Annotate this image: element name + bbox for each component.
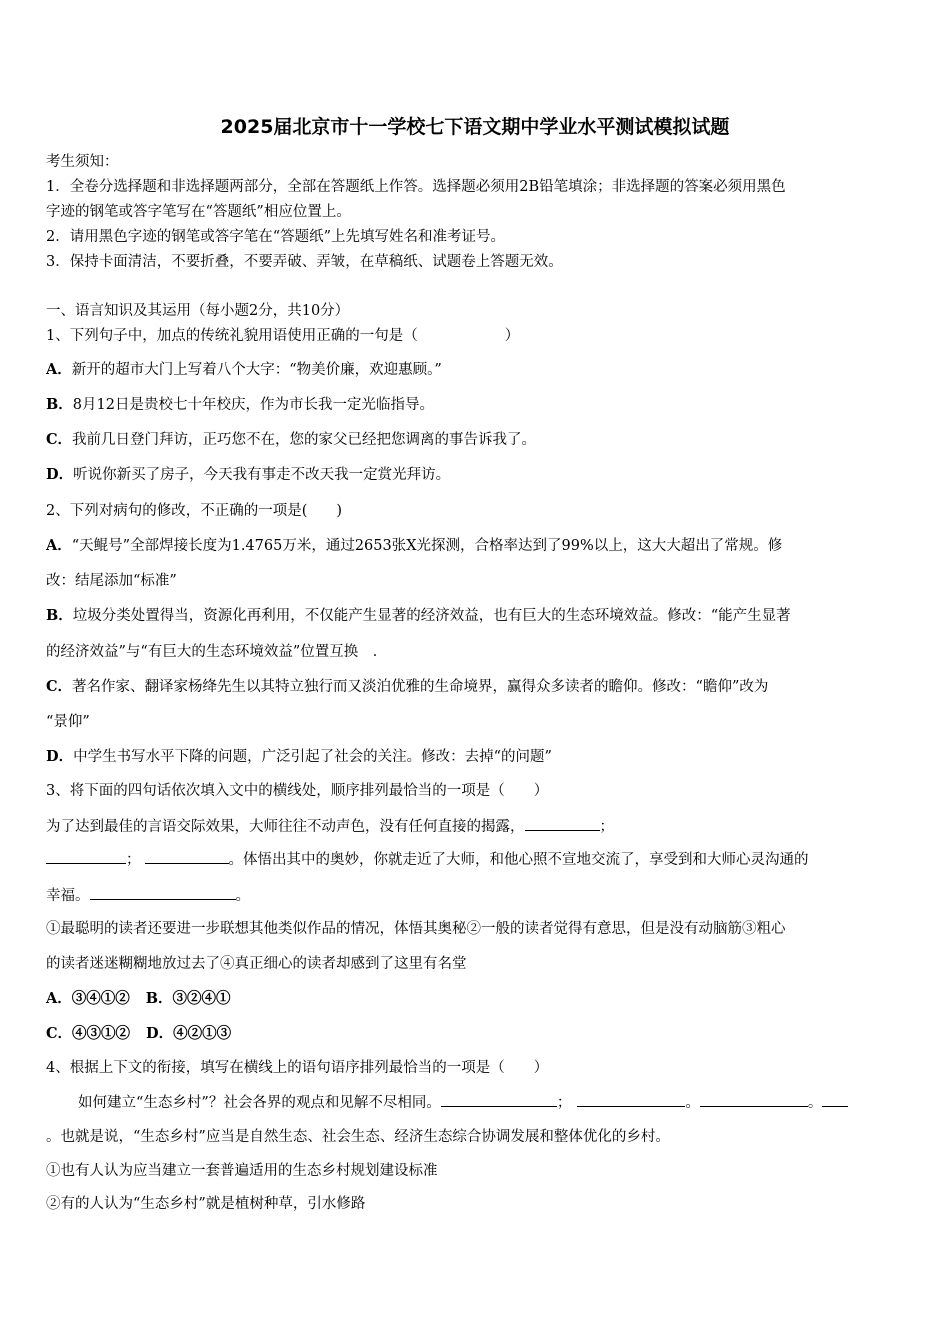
- q3-passage-text-1: 为了达到最佳的言语交际效果，大师往往不动声色，没有任何直接的揭露，: [46, 819, 525, 835]
- q1-option-a-text: 新开的超市大门上写着八个大字：“物美价廉，欢迎惠顾。”: [71, 362, 442, 378]
- q1-option-a: [46, 361, 442, 379]
- q2-option-a-label: A．: [46, 537, 72, 554]
- q3-passage-text-3: 幸福。: [46, 888, 90, 904]
- notice-item-1-cont: 字迹的钢笔或答字笔写在“答题纸”相应位置上。: [46, 204, 351, 220]
- q3-sentences: ①最聪明的读者还要进一步联想其他类似作品的情况，体悟其奥秘②一般的读者觉得有意思，但是没有动脑筋③粗心: [46, 921, 786, 937]
- notice-heading: 考生须知：: [46, 154, 119, 170]
- q2-option-b: [46, 607, 791, 625]
- q4-option-2: ②有的人认为“生态乡村”就是植树种草，引水修路: [46, 1196, 366, 1212]
- q1-option-c: [46, 431, 536, 449]
- q4-passage-text-1: 如何建立“生态乡村”？社会各界的观点和见解不尽相同。: [78, 1095, 441, 1111]
- q2-stem: 2、下列对病句的修改，不正确的一项是( ): [46, 503, 343, 519]
- q2-option-d-text: 中学生书写水平下降的问题，广泛引起了社会的关注。修改：去掉“的问题”: [73, 749, 552, 765]
- q3-sentences-cont: 的读者迷迷糊糊地放过去了④真正细心的读者却感到了这里有名堂: [46, 956, 467, 972]
- q2-option-c-text: 著名作家、翻译家杨绛先生以其特立独行而又淡泊优雅的生命境界，赢得众多读者的瞻仰。修改：“瞻仰”改为: [72, 679, 769, 695]
- q2-option-c: [46, 678, 768, 696]
- notice-item-1: 1．全卷分选择题和非选择题两部分，全部在答题纸上作答。选择题必须用2B铅笔填涂；非选择题的答案必须用黑色: [46, 179, 786, 195]
- q2-option-c-label: C．: [46, 678, 73, 695]
- q3-options-cd: [46, 1025, 231, 1043]
- q2-option-b-text: 垃圾分类处置得当，资源化再利用，不仅能产生显著的经济效益，也有巨大的生态环境效益。修改：“能产生显著: [72, 608, 791, 624]
- section-heading: 一、语言知识及其运用（每小题2分，共10分）: [46, 303, 350, 319]
- answer-blank: [700, 1092, 808, 1107]
- q1-option-d: [46, 466, 450, 484]
- q3-option-b: B．③②④①: [145, 990, 231, 1007]
- answer-blank: [145, 849, 229, 864]
- q1-option-b-text: 8月12日是贵校七十年校庆，作为市长我一定光临指导。: [72, 397, 434, 413]
- q4-passage-line-2: 。也就是说，“生态乡村”应当是自然生态、社会生态、经济生态综合协调发展和整体优化的乡村。: [46, 1129, 670, 1145]
- q3-option-d: D．④②①③: [146, 1025, 232, 1042]
- q1-option-d-label: D．: [46, 466, 74, 483]
- q3-passage-text-2: 。体悟出其中的奥妙，你就走近了大师，和他心照不宣地交流了，享受到和大师心灵沟通的: [228, 852, 809, 868]
- answer-blank: [90, 885, 236, 900]
- q1-option-d-text: 听说你新买了房子，今天我有事走不改天我一定赏光拜访。: [73, 467, 451, 483]
- q1-option-b-label: B．: [46, 396, 73, 413]
- q2-option-a: [46, 537, 782, 555]
- answer-blank: [525, 816, 600, 831]
- q2-option-a-cont: 改：结尾添加“标准”: [46, 573, 177, 589]
- q1-option-c-text: 我前几日登门拜访，正巧您不在，您的家父已经把您调离的事告诉我了。: [72, 432, 537, 448]
- q2-option-d: [46, 748, 552, 766]
- q3-separator: ；: [126, 852, 141, 868]
- q4-passage-line-1: [78, 1092, 848, 1112]
- q1-option-b: [46, 396, 434, 414]
- notice-item-3: 3．保持卡面清洁，不要折叠，不要弄破、弄皱，在草稿纸、试题卷上答题无效。: [46, 254, 563, 270]
- q4-stem: 4、根据上下文的衔接，填写在横线上的语句语序排列最恰当的一项是（ ）: [46, 1060, 549, 1076]
- q2-option-a-text: “天鲲号”全部焊接长度为1.4765万米，通过2653张X光探测，合格率达到了99%以上，这大大超出了常规。修: [71, 538, 783, 554]
- q2-option-c-cont: “景仰”: [46, 714, 90, 730]
- q3-period: 。: [235, 888, 250, 904]
- q2-option-b-label: B．: [46, 607, 73, 624]
- q3-separator: ；: [599, 819, 614, 835]
- q4-separator: ；: [556, 1095, 572, 1111]
- answer-blank: [577, 1092, 685, 1107]
- q4-period: 。: [807, 1095, 823, 1111]
- q1-option-a-label: A．: [46, 361, 72, 378]
- q1-stem: 1、下列句子中，加点的传统礼貌用语使用正确的一句是（ ）: [46, 328, 520, 344]
- q2-option-d-label: D．: [46, 748, 74, 765]
- answer-blank: [441, 1092, 557, 1107]
- q4-option-1: ①也有人认为应当建立一套普遍适用的生态乡村规划建设标准: [46, 1163, 438, 1179]
- q3-passage-line-3: [46, 885, 250, 905]
- q3-option-a: A．③④①②: [46, 990, 130, 1007]
- q3-passage-line-2: [46, 849, 809, 869]
- answer-blank: [822, 1092, 848, 1107]
- answer-blank: [46, 849, 126, 864]
- q4-period: 。: [685, 1095, 700, 1111]
- page-title: 2025届北京市十一学校七下语文期中学业水平测试模拟试题: [220, 116, 730, 138]
- q3-options-ab: [46, 990, 231, 1008]
- q3-option-c: C．④③①②: [46, 1025, 131, 1042]
- q1-option-c-label: C．: [46, 431, 73, 448]
- q2-option-b-cont: 的经济效益”与“有巨大的生态环境效益”位置互换 ．: [46, 644, 388, 660]
- q3-stem: 3、将下面的四句话依次填入文中的横线处，顺序排列最恰当的一项是（ ）: [46, 783, 549, 799]
- notice-item-2: 2．请用黑色字迹的钢笔或答字笔在“答题纸”上先填写姓名和准考证号。: [46, 229, 506, 245]
- q3-passage-line-1: [46, 816, 614, 836]
